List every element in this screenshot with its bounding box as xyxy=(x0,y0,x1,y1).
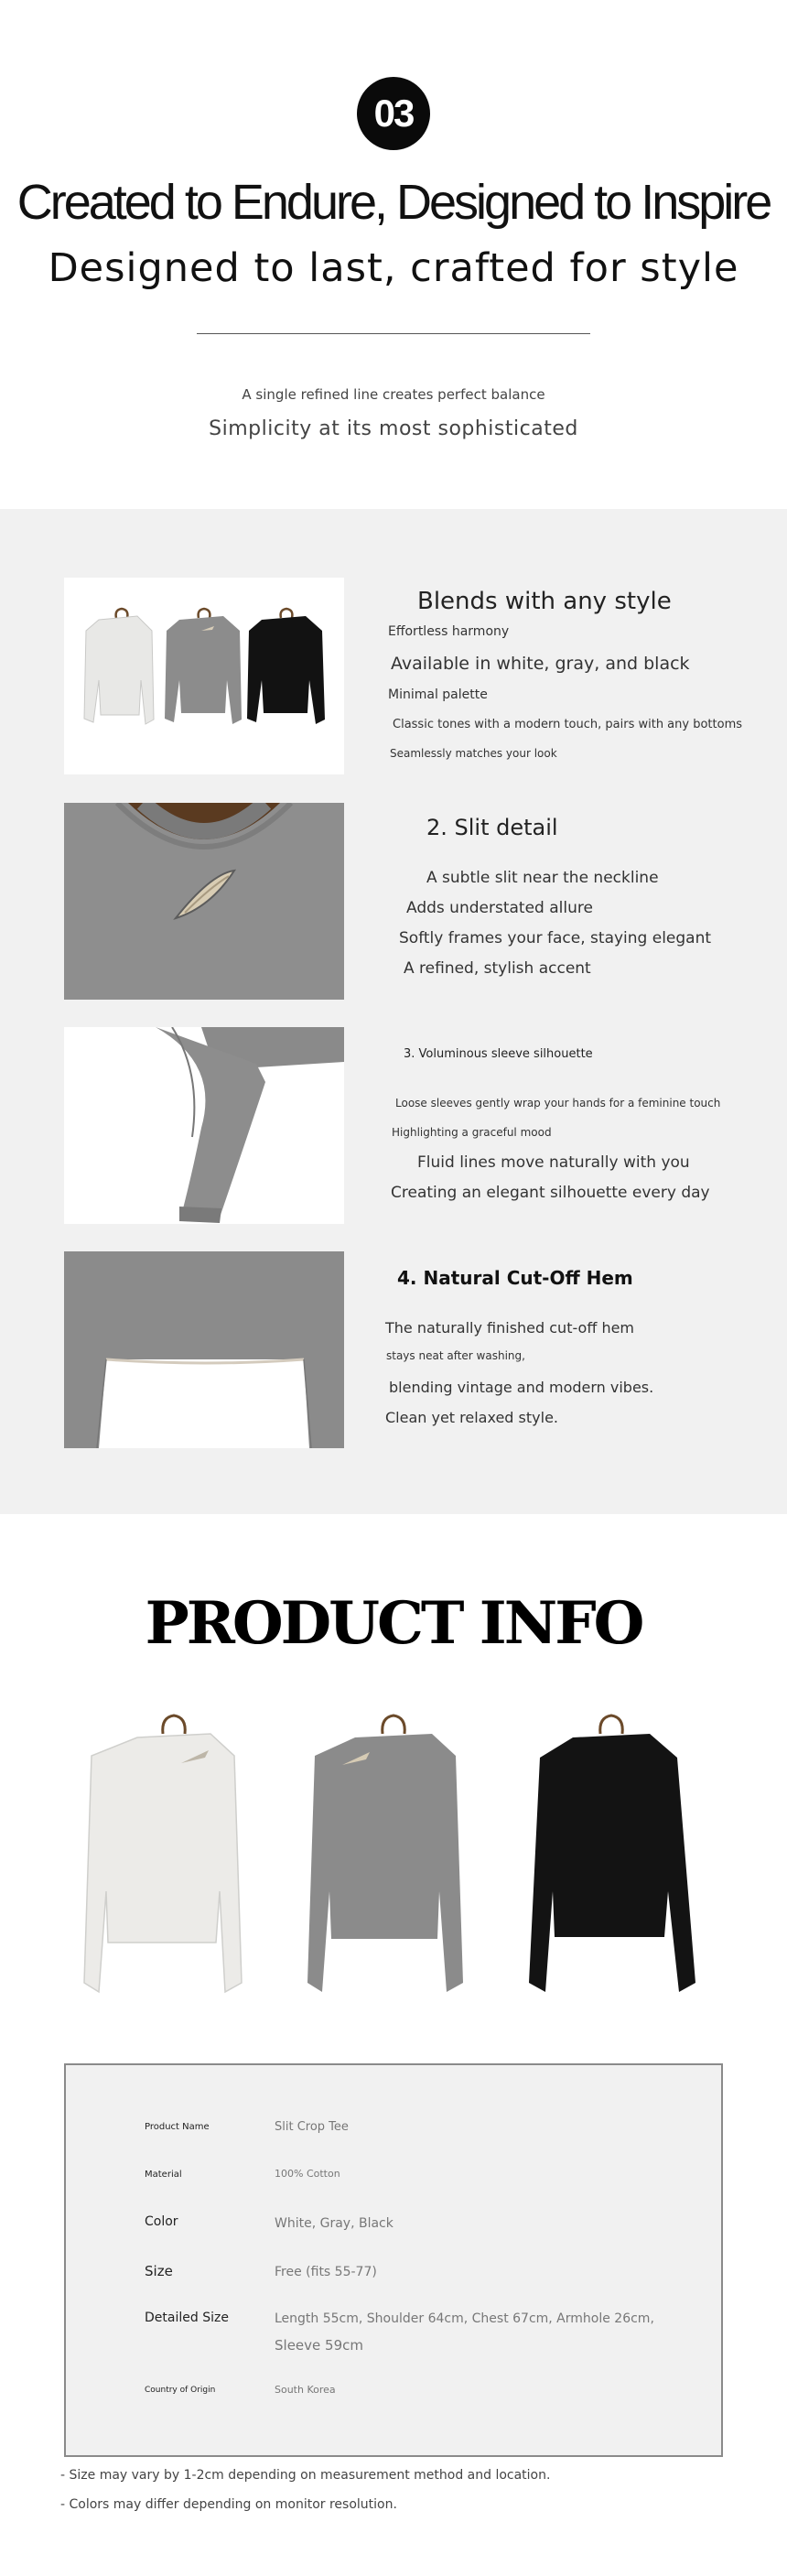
feature-style-line: Effortless harmony xyxy=(388,624,510,639)
three-colors-illustration xyxy=(64,578,344,774)
feature-style-line: Classic tones with a modern touch, pairs with any bottoms xyxy=(393,718,743,731)
caption-large: Simplicity at its most sophisticated xyxy=(209,417,578,440)
features-section xyxy=(0,509,787,1514)
three-colors-image xyxy=(64,578,344,774)
info-label: Size xyxy=(145,2263,173,2279)
product-shirts-image xyxy=(64,1708,723,2010)
product-info-table xyxy=(64,2063,723,2457)
caption-small: A single refined line creates perfect balance xyxy=(242,386,545,403)
divider xyxy=(197,333,590,334)
info-value-cont: Sleeve 59cm xyxy=(275,2337,363,2354)
page-title: Created to Endure, Designed to Inspire xyxy=(16,175,771,230)
feature-slit-line: A refined, stylish accent xyxy=(404,959,591,978)
feature-hem-line: stays neat after washing, xyxy=(386,1349,525,1362)
info-value: Slit Crop Tee xyxy=(275,2120,349,2134)
feature-slit-line: Softly frames your face, staying elegant xyxy=(399,929,712,947)
info-label: Detailed Size xyxy=(145,2311,229,2325)
feature-sleeve-heading: 3. Voluminous sleeve silhouette xyxy=(404,1047,593,1061)
header-section xyxy=(0,0,787,509)
feature-hem-heading: 4. Natural Cut-Off Hem xyxy=(397,1267,633,1289)
info-value: Length 55cm, Shoulder 64cm, Chest 67cm, Armhole 26cm, xyxy=(275,2311,654,2326)
feature-style-heading: Blends with any style xyxy=(417,588,672,615)
info-value: White, Gray, Black xyxy=(275,2216,394,2231)
feature-hem-line: blending vintage and modern vibes. xyxy=(389,1379,654,1396)
hem-illustration xyxy=(64,1251,344,1448)
info-label: Material xyxy=(145,2170,182,2180)
page-subtitle: Designed to last, crafted for style xyxy=(48,245,739,291)
feature-style-line: Minimal palette xyxy=(388,687,488,702)
feature-sleeve-line: Fluid lines move naturally with you xyxy=(417,1153,690,1172)
three-shirts-illustration xyxy=(64,1708,723,2010)
product-info-title: PRODUCT INFO xyxy=(145,1589,642,1658)
feature-slit-line: Adds understated allure xyxy=(406,899,593,917)
info-value: Free (fits 55-77) xyxy=(275,2265,377,2279)
info-label: Product Name xyxy=(145,2122,210,2132)
slit-detail-image xyxy=(64,803,344,1000)
size-note: - Size may vary by 1-2cm depending on measurement method and location. xyxy=(60,2468,551,2483)
info-label: Country of Origin xyxy=(145,2386,216,2395)
feature-sleeve-line: Creating an elegant silhouette every day xyxy=(391,1184,710,1202)
sleeve-illustration xyxy=(64,1027,344,1224)
feature-style-line: Available in white, gray, and black xyxy=(391,654,690,674)
feature-slit-line: A subtle slit near the neckline xyxy=(426,869,659,887)
feature-style-line: Seamlessly matches your look xyxy=(390,747,557,760)
info-label: Color xyxy=(145,2214,178,2229)
sleeve-image xyxy=(64,1027,344,1224)
slit-closeup-illustration xyxy=(64,803,344,1000)
feature-slit-heading: 2. Slit detail xyxy=(426,815,558,840)
info-value: South Korea xyxy=(275,2384,336,2396)
feature-hem-line: The naturally finished cut-off hem xyxy=(385,1319,635,1337)
section-number-badge: 03 xyxy=(357,77,430,150)
feature-sleeve-line: Loose sleeves gently wrap your hands for a feminine touch xyxy=(395,1097,721,1109)
feature-sleeve-line: Highlighting a graceful mood xyxy=(392,1126,552,1139)
feature-hem-line: Clean yet relaxed style. xyxy=(385,1409,558,1426)
hem-image xyxy=(64,1251,344,1448)
color-note: - Colors may differ depending on monitor resolution. xyxy=(60,2497,397,2512)
info-value: 100% Cotton xyxy=(275,2168,340,2180)
